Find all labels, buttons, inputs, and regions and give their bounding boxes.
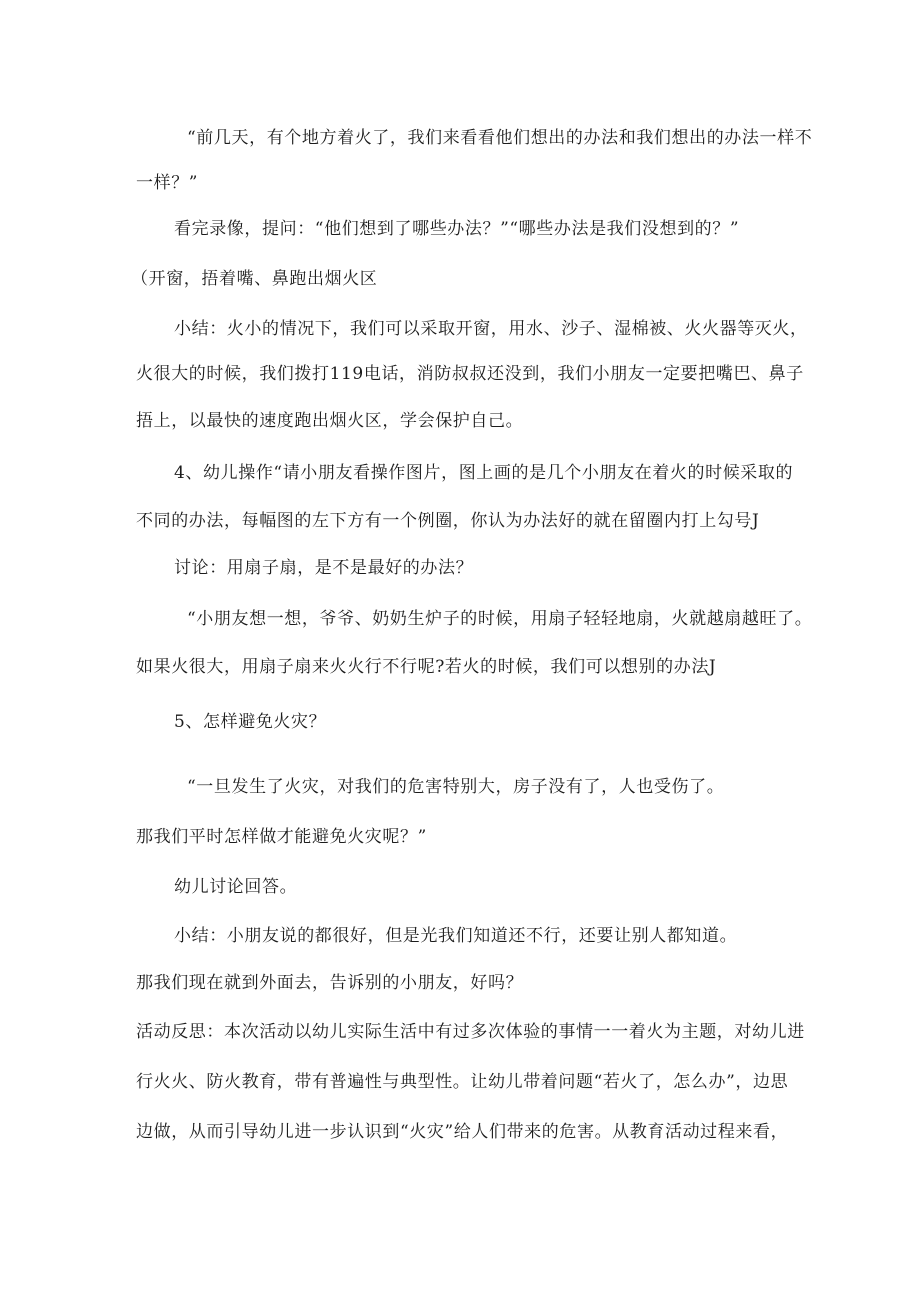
paragraph-line: 火很大的时候，我们拨打119电话，消防叔叔还没到，我们小朋友一定要把嘴巴、鼻子 — [136, 364, 804, 384]
section-heading-5: 5、怎样避免火灾？ — [174, 712, 327, 732]
paragraph-line: 看完录像，提问：“他们想到了哪些办法？”“哪些办法是我们没想到的？” — [174, 219, 740, 239]
paragraph-line: 幼儿讨论回答。 — [174, 877, 298, 897]
paragraph-line: 如果火很大，用扇子扇来火火行不行呢?若火的时候，我们可以想别的办法J — [136, 657, 717, 677]
paragraph-line: “前几天，有个地方着火了，我们来看看他们想出的办法和我们想出的办法一样不 — [187, 128, 813, 148]
section-heading-4: 4、幼儿操作“请小朋友看操作图片，图上画的是几个小朋友在着火的时候采取的 — [174, 463, 794, 483]
paragraph-line: 讨论：用扇子扇，是不是最好的办法？ — [174, 558, 474, 578]
paragraph-line: （开窗，捂着嘴、鼻跑出烟火区 — [131, 269, 378, 289]
paragraph-line: 捂上，以最快的速度跑出烟火区，学会保护自己。 — [136, 411, 524, 431]
paragraph-line: 小结：小朋友说的都很好，但是光我们知道还不行，还要让别人都知道。 — [174, 926, 738, 946]
paragraph-line: 边做，从而引导幼儿进一步认识到“火灾”给人们带来的危害。从教育活动过程来看， — [136, 1122, 789, 1142]
paragraph-line: “小朋友想一想，爷爷、奶奶生炉子的时候，用扇子轻轻地扇，火就越扇越旺了。 — [187, 609, 813, 629]
paragraph-line: 行火火、防火教育，带有普遍性与典型性。让幼儿带着问题“若火了，怎么办”，边思 — [136, 1072, 789, 1092]
paragraph-line: 不同的办法，每幅图的左下方有一个例圈，你认为办法好的就在留圈内打上勾号J — [136, 511, 760, 531]
paragraph-line: 小结：火小的情况下，我们可以采取开窗，用水、沙子、湿棉被、火火器等灭火， — [174, 319, 808, 339]
paragraph-line: 一样？” — [136, 173, 199, 193]
paragraph-line: 那我们平时怎样做才能避免火灾呢？” — [136, 827, 427, 847]
paragraph-line: 活动反思：本次活动以幼儿实际生活中有过多次体验的事情一一着火为主题，对幼儿进 — [136, 1022, 805, 1042]
paragraph-line: “一旦发生了火灾，对我们的危害特别大，房子没有了，人也受伤了。 — [187, 777, 725, 797]
paragraph-line: 那我们现在就到外面去，告诉别的小朋友，好吗？ — [136, 973, 524, 993]
